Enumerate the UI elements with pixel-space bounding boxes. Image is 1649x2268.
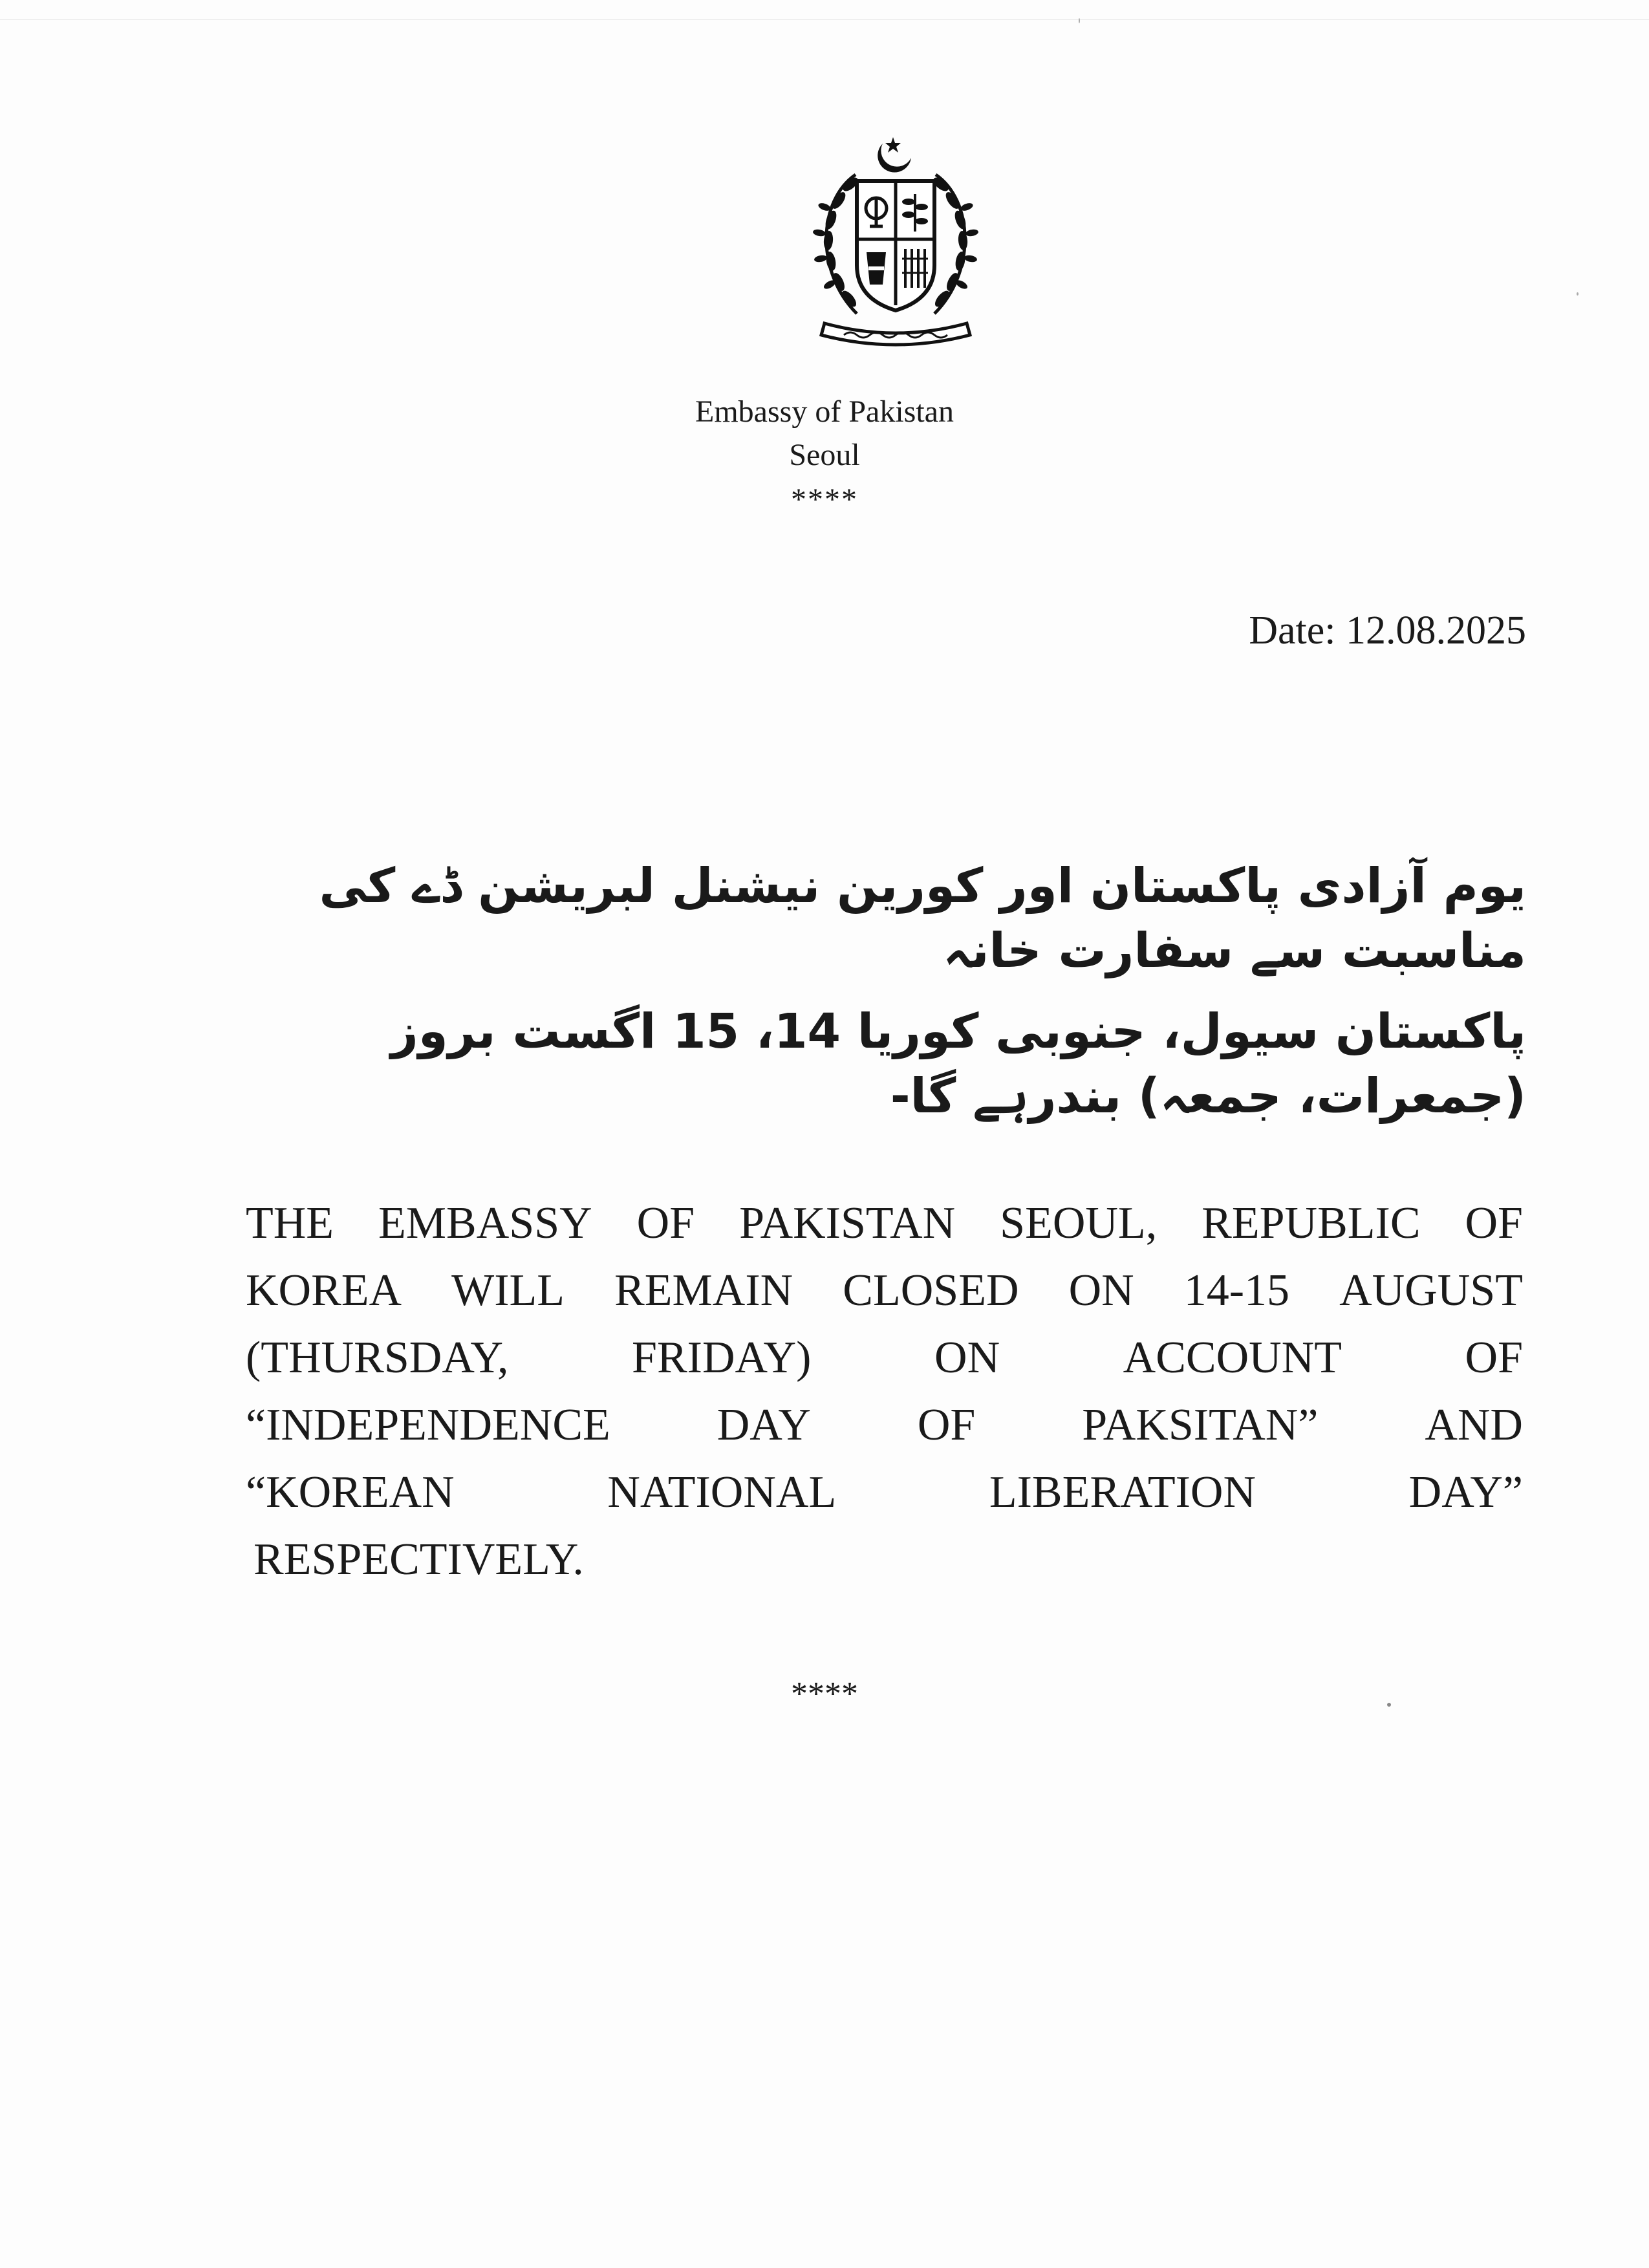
urdu-notice-line-2: پاکستان سیول، جنوبی کوریا 14، 15 اگست بروز (جمعرات، جمعہ) بندرہے گا-: [391, 1004, 1526, 1124]
notice-word: 14-15: [1183, 1266, 1290, 1315]
notice-word: “INDEPENDENCE: [246, 1400, 610, 1450]
footer-separator: ****: [791, 1676, 858, 1712]
shield-icon: [857, 181, 934, 310]
document-date: Date: 12.08.2025: [1249, 609, 1526, 653]
notice-word: PAKISTAN: [739, 1198, 956, 1248]
motto-scroll: [821, 323, 970, 345]
scan-speck: [1079, 18, 1080, 23]
notice-line: [246, 1526, 1523, 1593]
notice-line: [246, 1392, 1523, 1459]
notice-word: KOREA: [246, 1266, 402, 1315]
notice-line: [246, 1459, 1523, 1526]
notice-word: ACCOUNT: [1123, 1333, 1342, 1383]
notice-word: SEOUL,: [1000, 1198, 1158, 1248]
english-notice: [246, 1190, 1523, 1593]
notice-line: [246, 1190, 1523, 1257]
notice-word: PAKSITAN”: [1082, 1400, 1319, 1450]
notice-word: AND: [1425, 1400, 1523, 1450]
header-separator: ****: [791, 482, 858, 517]
notice-word: DAY: [717, 1400, 811, 1450]
embassy-name: Embassy of Pakistan: [695, 394, 954, 429]
notice-word: WILL: [451, 1266, 565, 1315]
notice-word: FRIDAY): [632, 1333, 812, 1383]
embassy-city: Seoul: [789, 438, 860, 472]
notice-word: CLOSED: [843, 1266, 1019, 1315]
scan-edge-line: [0, 19, 1649, 20]
notice-word: ON: [1068, 1266, 1134, 1315]
state-emblem: [779, 129, 1012, 362]
notice-word: NATIONAL: [607, 1467, 837, 1517]
notice-word: EMBASSY: [378, 1198, 592, 1248]
notice-word: OF: [917, 1400, 976, 1450]
notice-word: OF: [636, 1198, 695, 1248]
notice-word: (THURSDAY,: [246, 1333, 509, 1383]
scan-speck: [1387, 1703, 1391, 1707]
notice-word: THE: [246, 1198, 334, 1248]
notice-word: ON: [934, 1333, 1000, 1383]
notice-word: AUGUST: [1339, 1266, 1523, 1315]
notice-word: “KOREAN: [246, 1467, 455, 1517]
notice-word: OF: [1465, 1333, 1523, 1383]
notice-word: REMAIN: [614, 1266, 793, 1315]
notice-word: LIBERATION: [989, 1467, 1256, 1517]
crescent-star-icon: [878, 137, 911, 173]
notice-line: [246, 1257, 1523, 1324]
notice-line: [246, 1324, 1523, 1392]
notice-word: RESPECTIVELY.: [253, 1535, 584, 1584]
notice-word: OF: [1465, 1198, 1523, 1248]
notice-word: DAY”: [1408, 1467, 1523, 1517]
notice-word: REPUBLIC: [1202, 1198, 1421, 1248]
urdu-notice-line-1: یوم آزادی پاکستان اور کورین نیشنل لبریشن ڈے کی مناسبت سے سفارت خانہ: [319, 858, 1526, 978]
scan-speck: [1577, 292, 1579, 296]
